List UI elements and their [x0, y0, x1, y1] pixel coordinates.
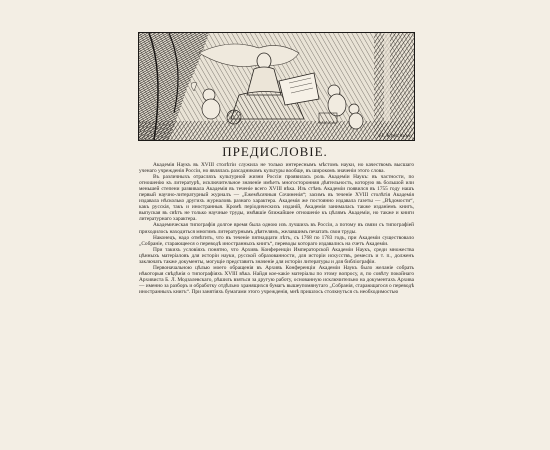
paragraph: Академическая типографія долгое время была одною изъ лучшихъ въ Россіи, а потому въ связи съ типографіей приходилось находиться многимъ литературнымъ дѣятелямъ, желавшимъ печатать свои труды. [139, 222, 414, 235]
body-text [139, 162, 414, 295]
paragraph: Академія Наукъ въ XVIII столѣтіи служила не только интереснымъ мѣстомъ науки, но качествомъ высшаго ученаго учрежденія Россіи, но являлась разсадникомъ культуры вообще, въ широкомъ значеніи этого слова. [139, 162, 414, 175]
page-title: ПРЕДИСЛОВІЕ. [222, 144, 328, 159]
engraver-signature: Н. Крестов [378, 133, 410, 139]
paragraph: Первоначальною цѣлью моего обращенія въ Архивъ Конференціи Академіи Наукъ было желаніе собрать нѣкоторыя свѣдѣнія о типографіяхъ XVIII вѣка. Найдя кое-какіе матеріалы по этому вопросу, я, по совѣту покойнаго Архивиста Б. Л. Модзалевскаго, рѣшилъ взяться за другую работу, основанную исключительно на документахъ Архива — именно за разборъ и обработку отдѣльно хранящихся бумагъ вышеупомянутаго „Собранія, старающагося о переводѣ иностранныхъ книгъ“. При занятіяхъ бумагами этого учрежденія, мнѣ пришлось столкнуться съ необходимостью [139, 264, 414, 295]
paragraph: Наконецъ, надо отмѣтить, что въ теченіе пятнадцати лѣтъ, съ 1768 по 1783 годъ, при Академіи существовало „Собраніе, старающееся о переводѣ иностранныхъ книгъ“, переводы котораго издавались на счетъ Академіи. [139, 234, 414, 247]
engraving-illustration [138, 32, 415, 141]
paragraph: При такихъ условіяхъ понятно, что Архивъ Конференціи Императорской Академіи Наукъ, среди множества цѣнныхъ матеріаловъ для исторіи науки, русской образованности, для исторіи искусствъ, ремеслъ и т. п., долженъ заключать также документы, могущіе представить значеніе для исторіи литературы и для библіографіи. [139, 246, 414, 265]
allegorical-scene-image [139, 33, 414, 140]
paragraph: Въ различныхъ отрасляхъ культурной жизни Россіи проявилась роль Академіи Наукъ: въ частности, по отношенію къ литературѣ, исключительное значеніе имѣетъ многосторонняя дѣятельность, которую въ большой или меньшей степени развивала Академія въ теченіе всего XVIII вѣка. Изъ стѣнъ Академіи появился въ 1755 году нашъ первый научно-литературный журналъ — „Ежемѣсячныя Сочиненія“; засимъ въ теченіе XVIII столѣтія Академія издавала нѣсколько другихъ журналовъ разнаго характера. Академія же постоянно издавала газеты — „Вѣдомости“, какъ русскія, такъ и иностранныя. Кромѣ періодическихъ изданій, Академія занималась также изданіемъ книгъ, выпуская въ свѣтъ не только научные труды, имѣвшіе ближайшее отношеніе къ цѣлямъ Академіи, но также и книги литературнаго характера. [139, 174, 414, 223]
